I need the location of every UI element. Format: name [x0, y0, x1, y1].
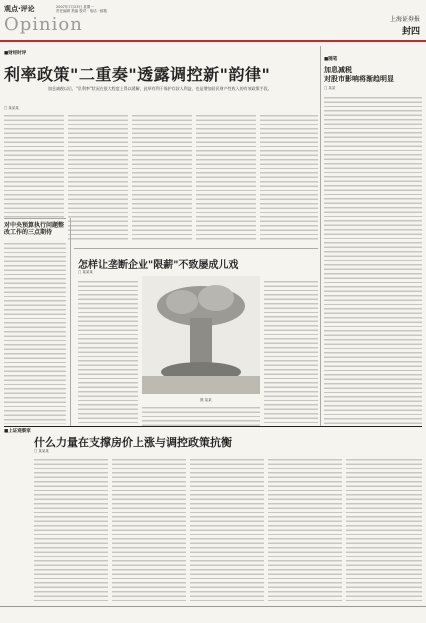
paper-name: 上海证券报 [389, 16, 420, 23]
article2-rule [74, 248, 318, 249]
main-body-column [68, 112, 128, 242]
column-divider [320, 46, 321, 426]
masthead-meta [56, 5, 236, 13]
main-body-column [196, 112, 256, 242]
side-title-text: 加息减税 对股市影响将渐趋明显 [324, 66, 394, 83]
article3-body [346, 456, 422, 602]
footer-band [0, 606, 426, 623]
article2-body [264, 278, 318, 426]
masthead [0, 0, 426, 41]
masthead-meta-line: 责任编辑 美编 校对 · 电话 · 邮箱 [56, 9, 107, 13]
main-body-column [132, 112, 192, 242]
article2-author: □ 某某某 [78, 270, 93, 274]
article3-body [112, 456, 186, 602]
masthead-meta-line: 2007年7月23日 星期一 [56, 5, 94, 9]
main-body-column [4, 112, 64, 218]
main-lead: 加息减税以后，"负利率"状况在很大程度上得以缓解，此举有利于保护存款人利益，也是增加居民财产性收入的有效政策手段。 [48, 86, 272, 91]
mushroom-cloud-illustration [142, 276, 260, 394]
side-body [324, 94, 422, 424]
box-rule [4, 218, 66, 219]
main-kicker: ■财经时评 [4, 51, 27, 56]
article3-headline: 什么力量在支撑房价上涨与调控政策抗衡 [34, 436, 232, 449]
article2-headline: 怎样让垄断企业"限薪"不致屡成儿戏 [78, 260, 239, 271]
illustration-caption: 图 某某 [200, 398, 212, 402]
article3-body [268, 456, 342, 602]
column-divider [70, 218, 71, 426]
box-title: 对中央预算执行问题整改工作的三点期待 [4, 222, 65, 236]
opinion-wordmark: Opinion [4, 14, 83, 35]
box-body [4, 240, 66, 424]
main-body-column [260, 112, 318, 242]
article3-body [34, 456, 108, 602]
article3-author: □ 某某某 [34, 449, 49, 453]
main-author: □ 某某某 [4, 106, 19, 110]
side-kicker: ■随笔 [324, 57, 338, 62]
article3-rule [4, 426, 422, 427]
section-title: 观点·评论 [4, 5, 35, 13]
page-label: 封四 [401, 27, 420, 37]
header-rule [0, 40, 426, 42]
side-author: □ 某某 [324, 86, 336, 90]
article3-body [190, 456, 264, 602]
article2-body [142, 404, 260, 426]
article3-kicker: ■上证观察家 [4, 429, 31, 434]
main-headline: 利率政策"二重奏"透露调控新"韵律" [4, 65, 271, 84]
article2-body [78, 278, 138, 426]
side-title [324, 66, 394, 84]
